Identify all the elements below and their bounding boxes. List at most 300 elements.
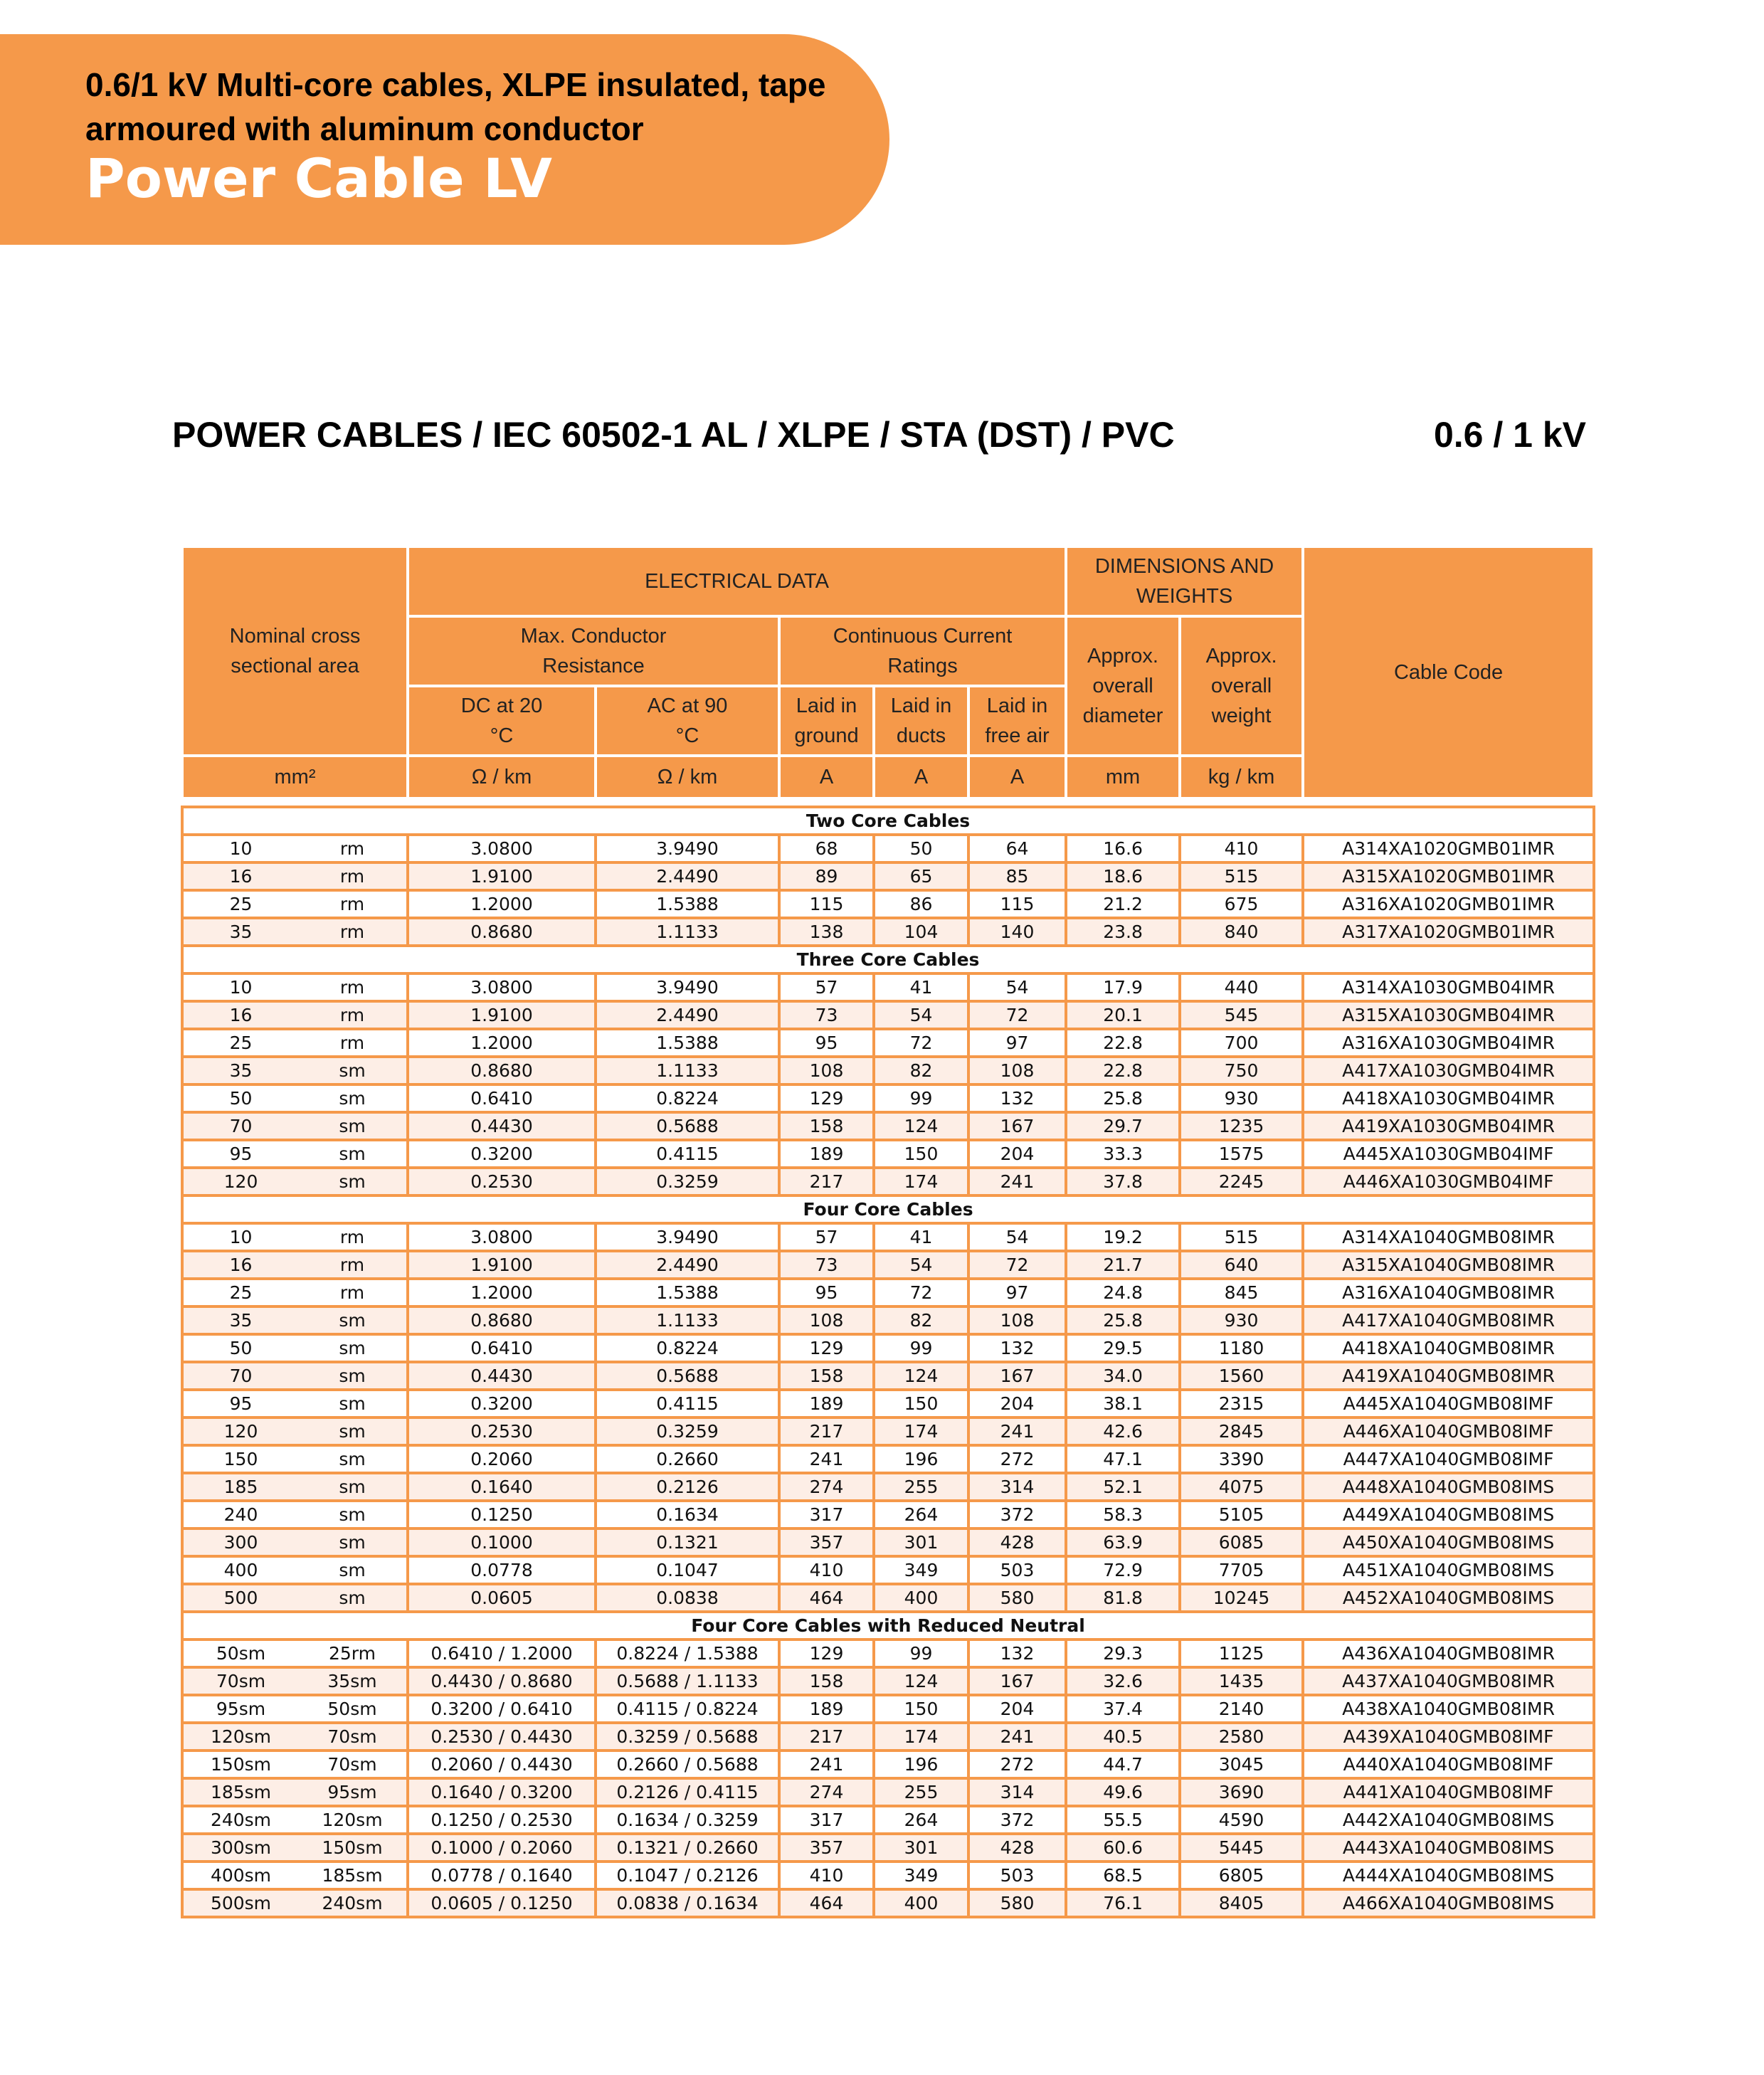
cell-air: 54 xyxy=(968,1223,1066,1251)
cell-dc: 0.0605 / 0.1250 xyxy=(408,1889,596,1917)
cell-ac: 3.9490 xyxy=(596,835,779,862)
cell-size: 70 xyxy=(182,1112,298,1140)
cell-diameter: 23.8 xyxy=(1066,918,1180,946)
table-row xyxy=(182,1473,1594,1501)
cell-ac: 0.4115 xyxy=(596,1140,779,1168)
cell-dc: 0.6410 xyxy=(408,1084,596,1112)
cell-size: 400sm xyxy=(182,1862,298,1889)
cell-size: 35 xyxy=(182,1306,298,1334)
cell-diameter: 52.1 xyxy=(1066,1473,1180,1501)
cell-ducts: 196 xyxy=(874,1751,968,1778)
cell-diameter: 29.7 xyxy=(1066,1112,1180,1140)
cell-code: A419XA1030GMB04IMR xyxy=(1303,1112,1594,1140)
cell-weight: 4075 xyxy=(1180,1473,1303,1501)
table-row xyxy=(182,890,1594,918)
cell-shape: sm xyxy=(298,1584,408,1612)
table-row xyxy=(182,862,1594,890)
cell-dc: 1.9100 xyxy=(408,1001,596,1029)
cell-dc: 0.2530 xyxy=(408,1168,596,1195)
cell-air: 314 xyxy=(968,1778,1066,1806)
cell-diameter: 19.2 xyxy=(1066,1223,1180,1251)
cell-ducts: 54 xyxy=(874,1001,968,1029)
cell-air: 167 xyxy=(968,1112,1066,1140)
cell-size: 16 xyxy=(182,1001,298,1029)
cell-code: A441XA1040GMB08IMF xyxy=(1303,1778,1594,1806)
cell-weight: 1235 xyxy=(1180,1112,1303,1140)
cell-shape: rm xyxy=(298,835,408,862)
header-electrical: ELECTRICAL DATA xyxy=(408,547,1066,616)
cell-size: 95sm xyxy=(182,1695,298,1723)
cell-ducts: 150 xyxy=(874,1695,968,1723)
cell-code: A445XA1030GMB04IMF xyxy=(1303,1140,1594,1168)
cell-size: 120sm xyxy=(182,1723,298,1751)
cell-air: 167 xyxy=(968,1667,1066,1695)
cell-size: 10 xyxy=(182,1223,298,1251)
cell-weight: 3045 xyxy=(1180,1751,1303,1778)
cell-code: A444XA1040GMB08IMS xyxy=(1303,1862,1594,1889)
cell-dc: 0.8680 xyxy=(408,918,596,946)
cell-ac: 0.8224 / 1.5388 xyxy=(596,1640,779,1667)
cell-code: A315XA1040GMB08IMR xyxy=(1303,1251,1594,1279)
cell-dc: 3.0800 xyxy=(408,973,596,1001)
cell-weight: 750 xyxy=(1180,1057,1303,1084)
cell-shape: sm xyxy=(298,1417,408,1445)
cell-air: 97 xyxy=(968,1029,1066,1057)
cell-ground: 189 xyxy=(779,1140,874,1168)
table-row xyxy=(182,1417,1594,1445)
cell-code: A315XA1030GMB04IMR xyxy=(1303,1001,1594,1029)
cell-weight: 7705 xyxy=(1180,1556,1303,1584)
cell-air: 580 xyxy=(968,1584,1066,1612)
cell-shape: 35sm xyxy=(298,1667,408,1695)
table-row xyxy=(182,1667,1594,1695)
cell-shape: rm xyxy=(298,1223,408,1251)
cell-ground: 410 xyxy=(779,1862,874,1889)
cell-diameter: 16.6 xyxy=(1066,835,1180,862)
cell-shape: rm xyxy=(298,862,408,890)
cell-size: 95 xyxy=(182,1140,298,1168)
cell-code: A417XA1040GMB08IMR xyxy=(1303,1306,1594,1334)
cell-code: A443XA1040GMB08IMS xyxy=(1303,1834,1594,1862)
cell-dc: 3.0800 xyxy=(408,835,596,862)
cell-ac: 0.2126 / 0.4115 xyxy=(596,1778,779,1806)
cell-air: 241 xyxy=(968,1168,1066,1195)
cell-dc: 0.2060 xyxy=(408,1445,596,1473)
cell-weight: 1560 xyxy=(1180,1362,1303,1390)
table-body xyxy=(182,798,1594,1917)
cell-air: 204 xyxy=(968,1390,1066,1417)
cell-ac: 1.5388 xyxy=(596,890,779,918)
cell-size: 50 xyxy=(182,1084,298,1112)
cell-dc: 0.6410 / 1.2000 xyxy=(408,1640,596,1667)
unit-area: mm² xyxy=(182,756,408,798)
cell-dc: 0.1640 xyxy=(408,1473,596,1501)
cell-air: 372 xyxy=(968,1501,1066,1528)
cell-shape: 50sm xyxy=(298,1695,408,1723)
cell-air: 97 xyxy=(968,1279,1066,1306)
cell-weight: 410 xyxy=(1180,835,1303,862)
cell-weight: 2315 xyxy=(1180,1390,1303,1417)
cell-dc: 0.8680 xyxy=(408,1057,596,1084)
cell-shape: sm xyxy=(298,1112,408,1140)
cell-code: A442XA1040GMB08IMS xyxy=(1303,1806,1594,1834)
cell-shape: rm xyxy=(298,1279,408,1306)
cell-code: A437XA1040GMB08IMR xyxy=(1303,1667,1594,1695)
cell-size: 16 xyxy=(182,862,298,890)
document-title: POWER CABLES / IEC 60502-1 AL / XLPE / STA (DST) / PVC xyxy=(172,415,1175,455)
cell-dc: 0.3200 xyxy=(408,1390,596,1417)
cell-shape: sm xyxy=(298,1501,408,1528)
table-row xyxy=(182,1640,1594,1667)
cell-air: 272 xyxy=(968,1751,1066,1778)
cell-dc: 0.4430 xyxy=(408,1362,596,1390)
table-row xyxy=(182,1862,1594,1889)
table-row xyxy=(182,918,1594,946)
cell-shape: rm xyxy=(298,1001,408,1029)
cell-code: A436XA1040GMB08IMR xyxy=(1303,1640,1594,1667)
cell-air: 115 xyxy=(968,890,1066,918)
cell-diameter: 29.3 xyxy=(1066,1640,1180,1667)
cell-ducts: 255 xyxy=(874,1778,968,1806)
cell-diameter: 81.8 xyxy=(1066,1584,1180,1612)
cell-ground: 217 xyxy=(779,1168,874,1195)
section-title: Four Core Cables xyxy=(182,1195,1594,1223)
header-air: Laid in free air xyxy=(968,686,1066,756)
cell-weight: 640 xyxy=(1180,1251,1303,1279)
header-nominal: Nominal cross sectional area xyxy=(182,547,408,756)
cell-ducts: 400 xyxy=(874,1889,968,1917)
cell-air: 132 xyxy=(968,1084,1066,1112)
cell-ducts: 72 xyxy=(874,1279,968,1306)
cell-code: A314XA1030GMB04IMR xyxy=(1303,973,1594,1001)
cell-dc: 0.2530 / 0.4430 xyxy=(408,1723,596,1751)
cell-weight: 5445 xyxy=(1180,1834,1303,1862)
cell-code: A316XA1030GMB04IMR xyxy=(1303,1029,1594,1057)
cell-ground: 57 xyxy=(779,1223,874,1251)
table-row xyxy=(182,1223,1594,1251)
cell-size: 500sm xyxy=(182,1889,298,1917)
cell-weight: 515 xyxy=(1180,862,1303,890)
cell-size: 70sm xyxy=(182,1667,298,1695)
section-gap xyxy=(182,798,1594,807)
cell-diameter: 47.1 xyxy=(1066,1445,1180,1473)
cell-dc: 0.4430 xyxy=(408,1112,596,1140)
cell-weight: 930 xyxy=(1180,1306,1303,1334)
cell-air: 204 xyxy=(968,1695,1066,1723)
cell-ducts: 264 xyxy=(874,1501,968,1528)
cell-ac: 0.5688 / 1.1133 xyxy=(596,1667,779,1695)
cell-dc: 0.1000 xyxy=(408,1528,596,1556)
cell-ducts: 99 xyxy=(874,1084,968,1112)
cell-code: A445XA1040GMB08IMF xyxy=(1303,1390,1594,1417)
cell-ac: 0.0838 xyxy=(596,1584,779,1612)
cell-air: 64 xyxy=(968,835,1066,862)
cell-ac: 0.1321 xyxy=(596,1528,779,1556)
cell-ac: 2.4490 xyxy=(596,1251,779,1279)
cell-ac: 0.8224 xyxy=(596,1084,779,1112)
cell-air: 241 xyxy=(968,1417,1066,1445)
table-row xyxy=(182,1695,1594,1723)
cell-air: 204 xyxy=(968,1140,1066,1168)
cell-dc: 1.2000 xyxy=(408,1029,596,1057)
cell-diameter: 25.8 xyxy=(1066,1306,1180,1334)
table-row xyxy=(182,973,1594,1001)
table-row xyxy=(182,1279,1594,1306)
cell-ground: 158 xyxy=(779,1667,874,1695)
header-ground: Laid in ground xyxy=(779,686,874,756)
cell-air: 372 xyxy=(968,1806,1066,1834)
banner-title: Power Cable LV xyxy=(85,147,552,210)
cell-dc: 1.2000 xyxy=(408,1279,596,1306)
cell-dc: 1.9100 xyxy=(408,1251,596,1279)
cell-shape: sm xyxy=(298,1168,408,1195)
cell-ground: 217 xyxy=(779,1723,874,1751)
cell-ac: 0.5688 xyxy=(596,1112,779,1140)
table-row xyxy=(182,1334,1594,1362)
banner-subtitle: 0.6/1 kV Multi-core cables, XLPE insulated, tape armoured with aluminum conductor xyxy=(85,66,826,147)
cell-air: 108 xyxy=(968,1057,1066,1084)
unit-dc: Ω / km xyxy=(408,756,596,798)
cell-diameter: 37.4 xyxy=(1066,1695,1180,1723)
cell-air: 132 xyxy=(968,1640,1066,1667)
cell-ground: 89 xyxy=(779,862,874,890)
cell-code: A417XA1030GMB04IMR xyxy=(1303,1057,1594,1084)
cell-size: 400 xyxy=(182,1556,298,1584)
table-row xyxy=(182,1723,1594,1751)
unit-ducts: A xyxy=(874,756,968,798)
cell-shape: 25rm xyxy=(298,1640,408,1667)
cell-ground: 317 xyxy=(779,1501,874,1528)
cell-ground: 138 xyxy=(779,918,874,946)
cell-shape: 70sm xyxy=(298,1723,408,1751)
cell-ac: 2.4490 xyxy=(596,1001,779,1029)
cell-ac: 0.4115 / 0.8224 xyxy=(596,1695,779,1723)
cell-ground: 410 xyxy=(779,1556,874,1584)
cell-code: A315XA1020GMB01IMR xyxy=(1303,862,1594,890)
header-diameter: Approx. overall diameter xyxy=(1066,616,1180,756)
cell-ground: 274 xyxy=(779,1473,874,1501)
cell-ground: 68 xyxy=(779,835,874,862)
cell-dc: 0.3200 xyxy=(408,1140,596,1168)
cell-size: 10 xyxy=(182,973,298,1001)
cell-shape: sm xyxy=(298,1362,408,1390)
cell-weight: 3390 xyxy=(1180,1445,1303,1473)
cell-ducts: 124 xyxy=(874,1112,968,1140)
table-row xyxy=(182,1528,1594,1556)
cell-weight: 2580 xyxy=(1180,1723,1303,1751)
cell-ducts: 174 xyxy=(874,1168,968,1195)
header-current-ratings: Continuous Current Ratings xyxy=(779,616,1066,686)
cell-ducts: 150 xyxy=(874,1390,968,1417)
cell-diameter: 60.6 xyxy=(1066,1834,1180,1862)
cell-ducts: 41 xyxy=(874,1223,968,1251)
cell-ac: 3.9490 xyxy=(596,1223,779,1251)
cell-ground: 158 xyxy=(779,1112,874,1140)
table-row xyxy=(182,1112,1594,1140)
cell-ac: 0.2660 xyxy=(596,1445,779,1473)
cell-ducts: 174 xyxy=(874,1417,968,1445)
header-ac: AC at 90 °C xyxy=(596,686,779,756)
cell-weight: 545 xyxy=(1180,1001,1303,1029)
cell-ac: 0.3259 / 0.5688 xyxy=(596,1723,779,1751)
cell-ducts: 301 xyxy=(874,1834,968,1862)
unit-diameter: mm xyxy=(1066,756,1180,798)
cell-code: A418XA1040GMB08IMR xyxy=(1303,1334,1594,1362)
cell-ducts: 86 xyxy=(874,890,968,918)
cell-dc: 0.1250 / 0.2530 xyxy=(408,1806,596,1834)
cell-ducts: 50 xyxy=(874,835,968,862)
cell-diameter: 34.0 xyxy=(1066,1362,1180,1390)
cell-shape: rm xyxy=(298,1029,408,1057)
section-header-row xyxy=(182,1195,1594,1223)
cell-ducts: 124 xyxy=(874,1667,968,1695)
cell-code: A439XA1040GMB08IMF xyxy=(1303,1723,1594,1751)
cell-ducts: 41 xyxy=(874,973,968,1001)
table-row xyxy=(182,1501,1594,1528)
cell-ac: 1.5388 xyxy=(596,1029,779,1057)
cell-dc: 0.0778 / 0.1640 xyxy=(408,1862,596,1889)
cell-diameter: 40.5 xyxy=(1066,1723,1180,1751)
cell-dc: 1.2000 xyxy=(408,890,596,918)
cell-diameter: 21.2 xyxy=(1066,890,1180,918)
cell-diameter: 29.5 xyxy=(1066,1334,1180,1362)
table-row xyxy=(182,1057,1594,1084)
header-ducts: Laid in ducts xyxy=(874,686,968,756)
cell-ground: 108 xyxy=(779,1306,874,1334)
cell-size: 70 xyxy=(182,1362,298,1390)
cell-code: A438XA1040GMB08IMR xyxy=(1303,1695,1594,1723)
cell-ground: 241 xyxy=(779,1445,874,1473)
cell-weight: 840 xyxy=(1180,918,1303,946)
cell-weight: 440 xyxy=(1180,973,1303,1001)
cell-diameter: 49.6 xyxy=(1066,1778,1180,1806)
table-row xyxy=(182,1362,1594,1390)
cell-diameter: 42.6 xyxy=(1066,1417,1180,1445)
cell-shape: sm xyxy=(298,1084,408,1112)
cell-code: A316XA1020GMB01IMR xyxy=(1303,890,1594,918)
cell-weight: 845 xyxy=(1180,1279,1303,1306)
cell-air: 428 xyxy=(968,1528,1066,1556)
cell-weight: 675 xyxy=(1180,890,1303,918)
cell-diameter: 38.1 xyxy=(1066,1390,1180,1417)
cell-size: 300 xyxy=(182,1528,298,1556)
cell-size: 300sm xyxy=(182,1834,298,1862)
table-row xyxy=(182,1778,1594,1806)
cell-air: 54 xyxy=(968,973,1066,1001)
cell-weight: 3690 xyxy=(1180,1778,1303,1806)
unit-ground: A xyxy=(779,756,874,798)
cell-ground: 217 xyxy=(779,1417,874,1445)
cell-air: 140 xyxy=(968,918,1066,946)
cell-shape: sm xyxy=(298,1556,408,1584)
cell-code: A452XA1040GMB08IMS xyxy=(1303,1584,1594,1612)
cell-dc: 0.2060 / 0.4430 xyxy=(408,1751,596,1778)
cell-shape: 70sm xyxy=(298,1751,408,1778)
unit-weight: kg / km xyxy=(1180,756,1303,798)
cell-weight: 1435 xyxy=(1180,1667,1303,1695)
cell-shape: sm xyxy=(298,1390,408,1417)
cell-size: 35 xyxy=(182,918,298,946)
cell-ducts: 400 xyxy=(874,1584,968,1612)
cell-ducts: 104 xyxy=(874,918,968,946)
table-row xyxy=(182,1251,1594,1279)
cell-code: A446XA1040GMB08IMF xyxy=(1303,1417,1594,1445)
header-cable-code: Cable Code xyxy=(1303,547,1594,798)
cell-shape: rm xyxy=(298,973,408,1001)
cell-shape: sm xyxy=(298,1057,408,1084)
cell-weight: 1125 xyxy=(1180,1640,1303,1667)
cell-ducts: 72 xyxy=(874,1029,968,1057)
cell-diameter: 72.9 xyxy=(1066,1556,1180,1584)
cell-shape: sm xyxy=(298,1473,408,1501)
cell-ac: 0.1047 / 0.2126 xyxy=(596,1862,779,1889)
cell-size: 240 xyxy=(182,1501,298,1528)
table-row xyxy=(182,1029,1594,1057)
cell-weight: 930 xyxy=(1180,1084,1303,1112)
cell-ducts: 255 xyxy=(874,1473,968,1501)
cell-ducts: 65 xyxy=(874,862,968,890)
cell-air: 272 xyxy=(968,1445,1066,1473)
section-title: Four Core Cables with Reduced Neutral xyxy=(182,1612,1594,1640)
section-header-row xyxy=(182,1612,1594,1640)
cell-diameter: 22.8 xyxy=(1066,1029,1180,1057)
cell-code: A451XA1040GMB08IMS xyxy=(1303,1556,1594,1584)
table-row xyxy=(182,1584,1594,1612)
cell-size: 50sm xyxy=(182,1640,298,1667)
cell-ducts: 82 xyxy=(874,1057,968,1084)
cell-dc: 0.3200 / 0.6410 xyxy=(408,1695,596,1723)
cell-code: A450XA1040GMB08IMS xyxy=(1303,1528,1594,1556)
cell-air: 241 xyxy=(968,1723,1066,1751)
cell-ground: 464 xyxy=(779,1889,874,1917)
cell-ground: 108 xyxy=(779,1057,874,1084)
cell-code: A419XA1040GMB08IMR xyxy=(1303,1362,1594,1390)
cell-ducts: 99 xyxy=(874,1334,968,1362)
cell-size: 500 xyxy=(182,1584,298,1612)
cell-diameter: 76.1 xyxy=(1066,1889,1180,1917)
cell-ducts: 174 xyxy=(874,1723,968,1751)
cell-ground: 57 xyxy=(779,973,874,1001)
cell-shape: 95sm xyxy=(298,1778,408,1806)
unit-ac: Ω / km xyxy=(596,756,779,798)
cell-ground: 129 xyxy=(779,1084,874,1112)
cell-ac: 1.5388 xyxy=(596,1279,779,1306)
cell-ground: 73 xyxy=(779,1251,874,1279)
cell-shape: 240sm xyxy=(298,1889,408,1917)
cell-air: 580 xyxy=(968,1889,1066,1917)
section-header-row xyxy=(182,807,1594,835)
cell-air: 108 xyxy=(968,1306,1066,1334)
table-row xyxy=(182,1751,1594,1778)
cell-ground: 357 xyxy=(779,1834,874,1862)
cell-weight: 700 xyxy=(1180,1029,1303,1057)
cell-shape: rm xyxy=(298,1251,408,1279)
cell-ac: 0.3259 xyxy=(596,1168,779,1195)
cell-ac: 0.8224 xyxy=(596,1334,779,1362)
cell-air: 72 xyxy=(968,1251,1066,1279)
cell-ac: 2.4490 xyxy=(596,862,779,890)
table-row xyxy=(182,1001,1594,1029)
cell-size: 25 xyxy=(182,890,298,918)
cell-dc: 0.0778 xyxy=(408,1556,596,1584)
section-title: Three Core Cables xyxy=(182,946,1594,973)
table-row xyxy=(182,1556,1594,1584)
cell-weight: 4590 xyxy=(1180,1806,1303,1834)
cell-ground: 464 xyxy=(779,1584,874,1612)
cell-ground: 189 xyxy=(779,1695,874,1723)
cell-ac: 1.1133 xyxy=(596,1306,779,1334)
header-weight: Approx. overall weight xyxy=(1180,616,1303,756)
